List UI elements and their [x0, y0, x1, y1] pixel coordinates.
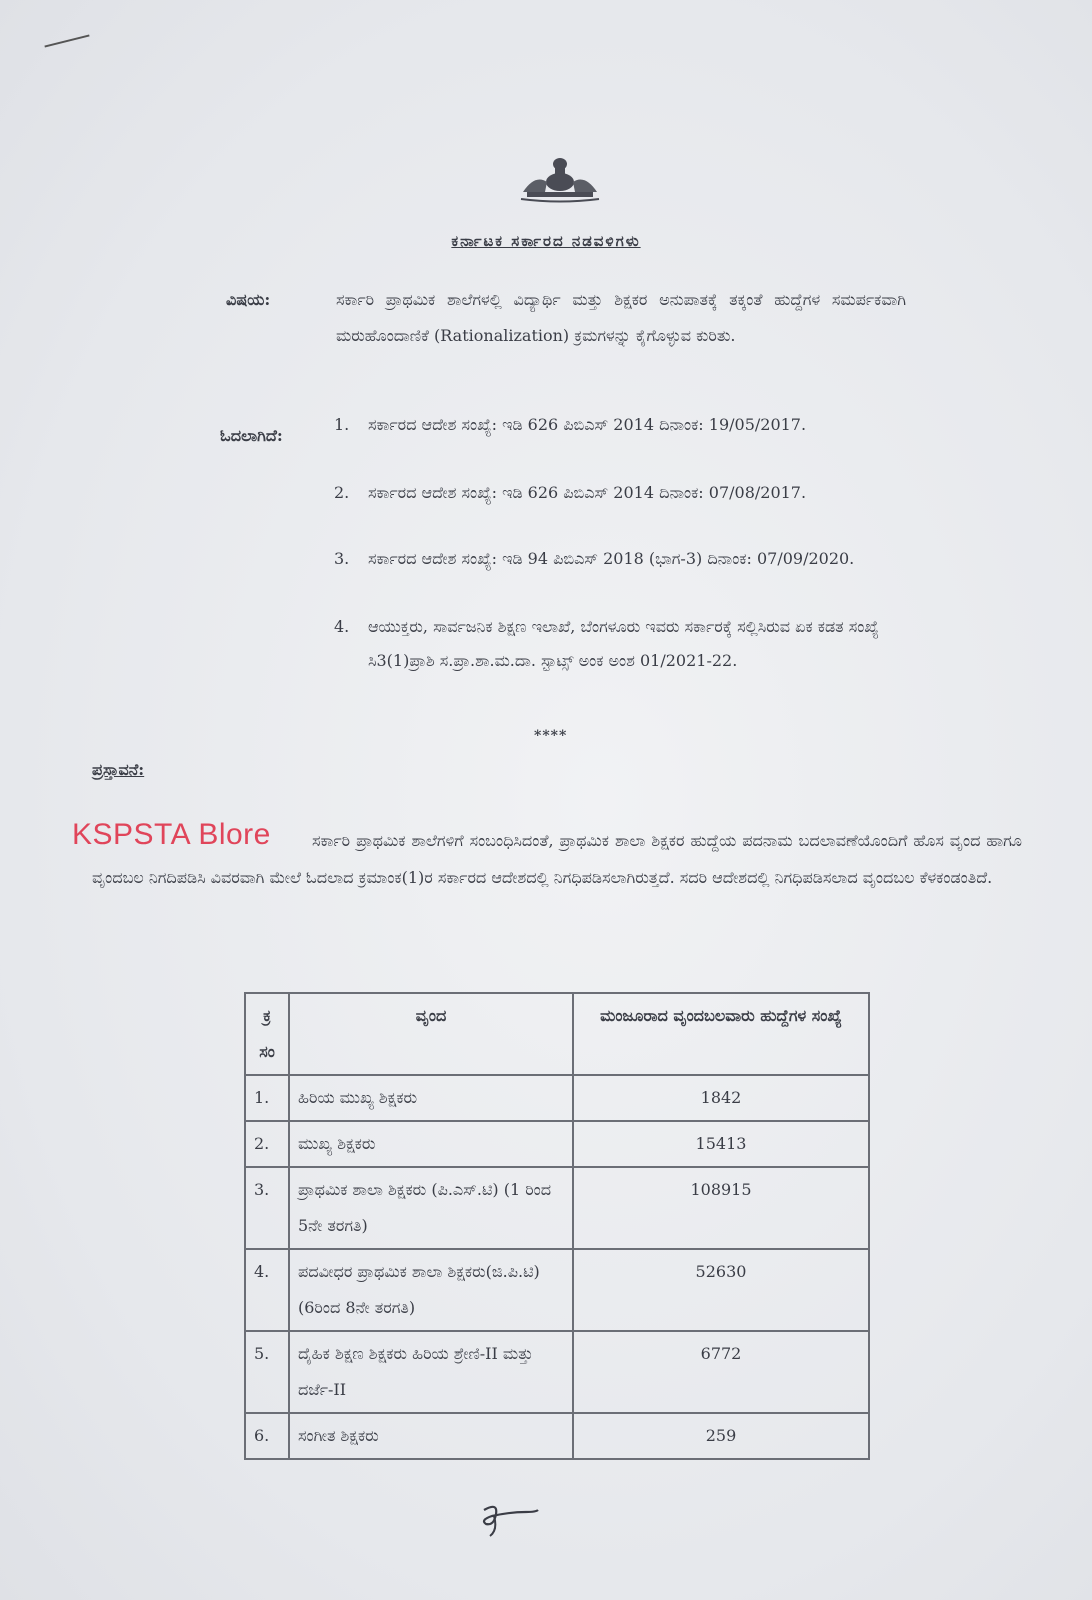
table-row: [245, 1413, 869, 1459]
row-cadre: ದೈಹಿಕ ಶಿಕ್ಷಣ ಶಿಕ್ಷಕರು ಹಿರಿಯ ಶ್ರೇಣಿ-II ಮತ್ತು ದರ್ಜೆ-II: [289, 1331, 573, 1413]
references-label: ಓದಲಾಗಿದೆ:: [220, 426, 283, 445]
row-count: 108915: [573, 1167, 869, 1249]
table-header-row: [245, 993, 869, 1075]
table-row: [245, 1167, 869, 1249]
row-serial: 1.: [245, 1075, 289, 1121]
reference-text: ಸರ್ಕಾರದ ಆದೇಶ ಸಂಖ್ಯೆ: ಇಡಿ 626 ಪಿಬಿಎಸ್ 2014 ದಿನಾಂಕ: 19/05/2017.: [368, 415, 807, 434]
row-serial: 5.: [245, 1331, 289, 1413]
row-cadre: ಹಿರಿಯ ಮುಖ್ಯ ಶಿಕ್ಷಕರು: [289, 1075, 573, 1121]
row-count: 259: [573, 1413, 869, 1459]
subject-label: ವಿಷಯ:: [226, 290, 271, 309]
reference-number: 4.: [334, 617, 350, 636]
row-count: 15413: [573, 1121, 869, 1167]
subject-text: ಸರ್ಕಾರಿ ಪ್ರಾಥಮಿಕ ಶಾಲೆಗಳಲ್ಲಿ ವಿದ್ಯಾರ್ಥಿ ಮತ್ತು ಶಿಕ್ಷಕರ ಅನುಪಾತಕ್ಕೆ ತಕ್ಕಂತೆ ಹುದ್ದೆಗಳ ಸಮರ್ಪಕವಾಗಿ ಮರುಹೊಂದಾಣಿಕೆ (Rationalization) ಕ್ರಮಗಳನ್ನು ಕೈಗೊಳ್ಳುವ ಕುರಿತು.: [336, 290, 906, 345]
reference-item: [334, 610, 914, 678]
table-row: [245, 1121, 869, 1167]
cadre-strength-table: [244, 992, 870, 1460]
row-serial: 2.: [245, 1121, 289, 1167]
row-count: 52630: [573, 1249, 869, 1331]
header-serial: ಕ್ರ ಸಂ: [245, 993, 289, 1075]
reference-text: ಆಯುಕ್ತರು, ಸಾರ್ವಜನಿಕ ಶಿಕ್ಷಣ ಇಲಾಖೆ, ಬೆಂಗಳೂರು ಇವರು ಸರ್ಕಾರಕ್ಕೆ ಸಲ್ಲಿಸಿರುವ ಏಕ ಕಡತ ಸಂಖ್ಯೆ ಸಿ3(1)ಪ್ರಾಶಿ ಸ.ಪ್ರಾ.ಶಾ.ಮ.ದಾ. ಸ್ಟಾಟ್ಸ್ ಅಂಕ ಅಂಶ 01/2021-22.: [368, 617, 879, 670]
row-cadre: ಪದವೀಧರ ಪ್ರಾಥಮಿಕ ಶಾಲಾ ಶಿಕ್ಷಕರು(ಜಿ.ಪಿ.ಟಿ) (6ರಿಂದ 8ನೇ ತರಗತಿ): [289, 1249, 573, 1331]
preamble-label: ಪ್ರಸ್ತಾವನೆ:: [92, 760, 145, 779]
signature-mark: [476, 1500, 546, 1540]
reference-item: [334, 476, 914, 510]
reference-item: [334, 408, 914, 442]
preamble-text: ಸರ್ಕಾರಿ ಪ್ರಾಥಮಿಕ ಶಾಲೆಗಳಿಗೆ ಸಂಬಂಧಿಸಿದಂತೆ, ಪ್ರಾಥಮಿಕ ಶಾಲಾ ಶಿಕ್ಷಕರ ಹುದ್ದೆಯ ಪದನಾಮ ಬದಲಾವಣೆಯೊಂದಿಗೆ ಹೊಸ ವೃಂದ ಹಾಗೂ ವೃಂದಬಲ ನಿಗದಿಪಡಿಸಿ ವಿವರವಾಗಿ ಮೇಲೆ ಓದಲಾದ ಕ್ರಮಾಂಕ(1)ರ ಸರ್ಕಾರದ ಆದೇಶದಲ್ಲಿ ನಿಗಧಿಪಡಿಸಲಾಗಿರುತ್ತದೆ. ಸದರಿ ಆದೇಶದಲ್ಲಿ ನಿಗಧಿಪಡಿಸಲಾದ ವೃಂದಬಲ ಕೆಳಕಂಡಂತಿದೆ.: [92, 831, 1022, 887]
row-cadre: ಸಂಗೀತ ಶಿಕ್ಷಕರು: [289, 1413, 573, 1459]
row-cadre: ಪ್ರಾಥಮಿಕ ಶಾಲಾ ಶಿಕ್ಷಕರು (ಪಿ.ಎಸ್.ಟಿ) (1 ರಿಂದ 5ನೇ ತರಗತಿ): [289, 1167, 573, 1249]
reference-text: ಸರ್ಕಾರದ ಆದೇಶ ಸಂಖ್ಯೆ: ಇಡಿ 626 ಪಿಬಿಎಸ್ 2014 ದಿನಾಂಕ: 07/08/2017.: [368, 483, 807, 502]
header-sanctioned-posts: ಮಂಜೂರಾದ ವೃಂದಬಲವಾರು ಹುದ್ದೆಗಳ ಸಂಖ್ಯೆ: [573, 993, 869, 1075]
table-row: [245, 1331, 869, 1413]
state-emblem-icon: [515, 152, 605, 204]
section-separator: ****: [534, 728, 568, 744]
pen-mark: [44, 34, 89, 47]
row-serial: 3.: [245, 1167, 289, 1249]
watermark-text: KSPSTA Blore: [72, 818, 271, 851]
row-serial: 6.: [245, 1413, 289, 1459]
row-count: 1842: [573, 1075, 869, 1121]
document-title: ಕರ್ನಾಟಕ ಸರ್ಕಾರದ ನಡವಳಿಗಳು: [451, 232, 641, 250]
row-count: 6772: [573, 1331, 869, 1413]
reference-text: ಸರ್ಕಾರದ ಆದೇಶ ಸಂಖ್ಯೆ: ಇಡಿ 94 ಪಿಬಿಎಸ್ 2018 (ಭಾಗ-3) ದಿನಾಂಕ: 07/09/2020.: [368, 549, 855, 568]
reference-number: 3.: [334, 549, 350, 568]
header-cadre: ವೃಂದ: [289, 993, 573, 1075]
table-row: [245, 1249, 869, 1331]
table-row: [245, 1075, 869, 1121]
row-cadre: ಮುಖ್ಯ ಶಿಕ್ಷಕರು: [289, 1121, 573, 1167]
reference-number: 1.: [334, 415, 350, 434]
reference-item: [334, 542, 914, 576]
reference-number: 2.: [334, 483, 350, 502]
row-serial: 4.: [245, 1249, 289, 1331]
